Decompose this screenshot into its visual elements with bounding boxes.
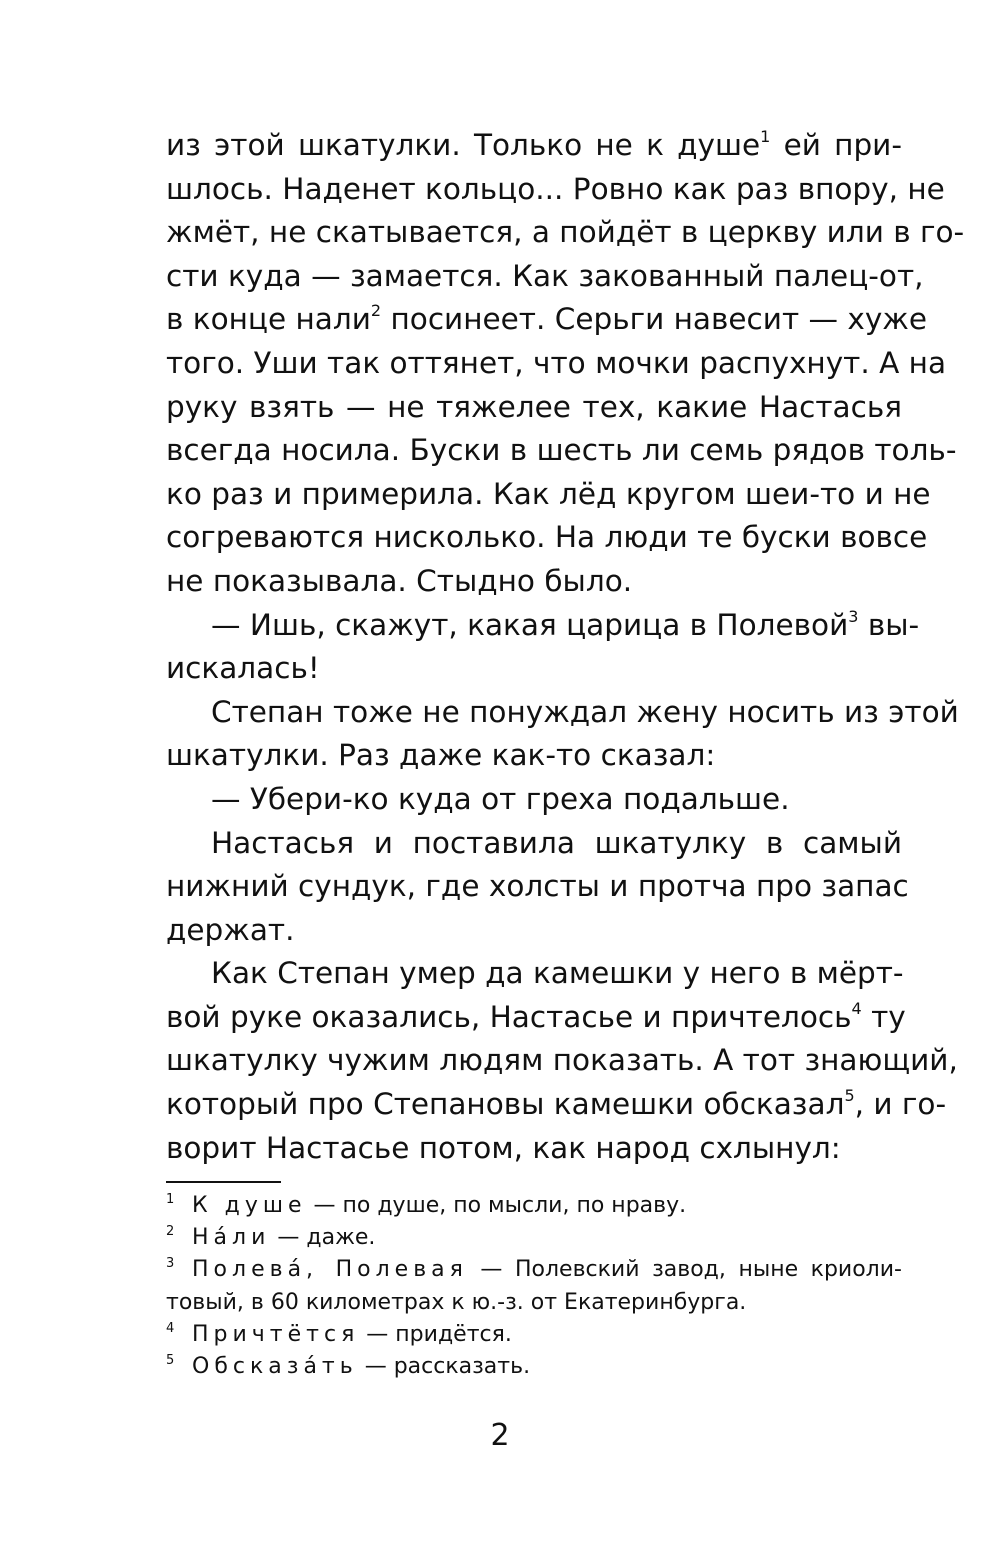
footnote-4: 4 Причтётся — придётся. <box>166 1320 512 1347</box>
text-line: Как Степан умер да камешки у него в мёрт- <box>211 956 904 991</box>
footnote-5: 5 Обсказа́ть — рассказать. <box>166 1353 531 1380</box>
footnote-definition: — по душе, по мысли, по нраву. <box>306 1193 687 1218</box>
footnote-3-continued: товый, в 60 километрах к ю.-з. от Екатеринбурга. <box>166 1289 747 1315</box>
text-line: шкатулки. Раз даже как-то сказал: <box>166 738 716 773</box>
text-line: ворит Настасье потом, как народ схлынул: <box>166 1130 841 1165</box>
footnote-definition: — даже. <box>270 1225 376 1251</box>
text-line: — Убери-ко куда от греха подальше. <box>211 781 790 816</box>
text-line: согреваются нисколько. На люди те буски вовсе <box>166 520 928 555</box>
text-line: — Ишь, скажут, какая царица в Полевой$^3$ вы- <box>211 606 920 642</box>
text-line: держат. <box>166 912 295 947</box>
text-line: из этой шкатулки. Только не к душе$^1$ ей при- <box>166 127 902 162</box>
footnote-definition: — придётся. <box>359 1321 512 1347</box>
footnote-ref[interactable]: 2 <box>370 301 382 321</box>
footnote-term: Обсказа́ть <box>192 1354 358 1380</box>
footnote-ref[interactable]: 4 <box>851 998 862 1018</box>
text-line: в конце нали$^2$ посинеет. Серьги навесит — хуже <box>166 301 928 337</box>
footnotes <box>166 1190 902 1383</box>
text-line: того. Уши так оттянет, что мочки распухнут. А на <box>166 345 947 380</box>
footnote-ref[interactable]: 3 <box>848 606 859 626</box>
footnote-term: К душе <box>192 1193 307 1218</box>
text-line: ко раз и примерила. Как лёд кругом шеи-то и не <box>166 476 931 511</box>
text-line: который про Степановы камешки обсказал$^5$, и го- <box>166 1086 947 1122</box>
text-line: шлось. Наденет кольцо... Ровно как раз впору, не <box>166 171 945 206</box>
text-line: шкатулку чужим людям показать. А тот знающий, <box>166 1043 958 1078</box>
footnote-divider <box>166 1181 281 1183</box>
footnote-3: 3 Полева́, Полевая — Полевский завод, ныне криоли- <box>166 1256 902 1283</box>
text-line: Степан тоже не понуждал жену носить из этой <box>211 694 959 729</box>
text-line: искалась! <box>166 651 320 686</box>
text-line: жмёт, не скатывается, а пойдёт в церкву или в го- <box>166 215 965 250</box>
page-number: 2 <box>490 1418 510 1453</box>
footnote-term: Полева́, Полевая <box>192 1257 468 1283</box>
footnote-term: На́ли <box>192 1225 271 1251</box>
text-line: не показывала. Стыдно было. <box>166 563 633 598</box>
text-line: сти куда — замается. Как закованный палец-от, <box>166 258 924 293</box>
text-line: Настасья и поставила шкатулку в самый <box>211 825 902 860</box>
footnote-definition: — Полевский завод, ныне криоли- <box>467 1257 902 1283</box>
footnote-1: 1 К душе — по душе, по мысли, по нраву. <box>166 1192 687 1218</box>
footnote-ref[interactable]: 5 <box>844 1086 855 1106</box>
footnote-2: 2 На́ли — даже. <box>166 1224 376 1251</box>
text-line: всегда носила. Буски в шесть ли семь рядов толь- <box>166 433 957 468</box>
footnote-term: Причтётся <box>192 1321 360 1347</box>
text-line: вой руке оказались, Настасье и причтелось$^4$ ту <box>166 998 906 1034</box>
footnote-ref[interactable]: 1 <box>760 127 771 146</box>
main-text <box>166 124 965 1170</box>
text-line: нижний сундук, где холсты и протча про запас <box>166 869 909 904</box>
footnote-definition: — рассказать. <box>357 1354 531 1380</box>
text-line: руку взять — не тяжелее тех, какие Настасья <box>166 389 902 424</box>
